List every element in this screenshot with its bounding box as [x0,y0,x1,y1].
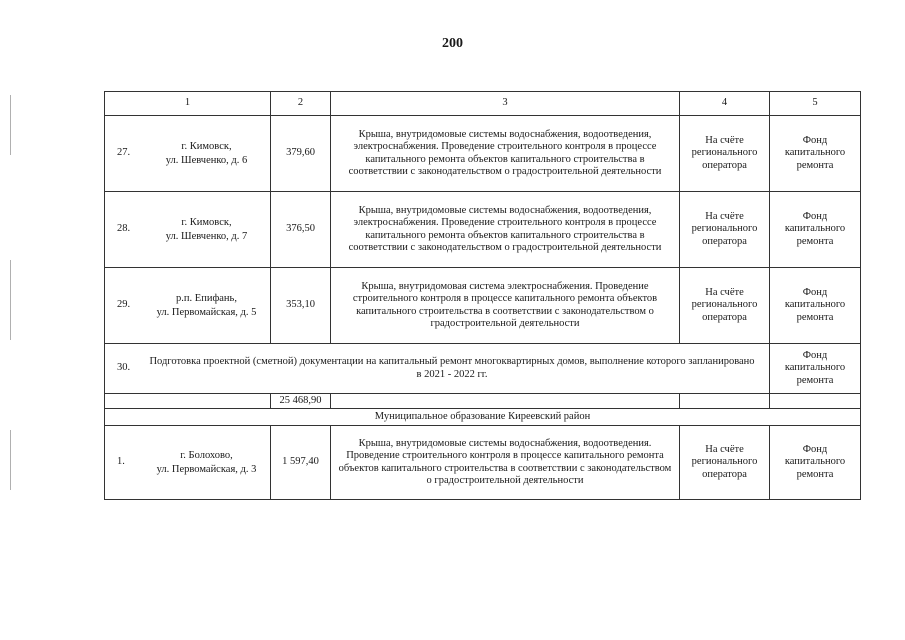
account-cell: На счёте регионального оператора [680,268,770,344]
header-cell: 2 [271,92,331,116]
source-cell: Фонд капитального ремонта [770,344,861,394]
repair-plan-table [104,91,861,500]
page-number: 200 [442,36,463,51]
row-number: 28. [117,223,131,235]
amount-cell: 1 597,40 [271,426,331,500]
address-cell [105,192,271,268]
design-docs-text: Подготовка проектной (сметной) документации на капитальный ремонт многоквартирных домов, выполнение которого запланировано в 2021 - 2022 гг. [149,356,755,380]
work-description-cell: Крыша, внутридомовая система электроснабжения. Проведение строительного контроля в процессе капитального ремонта объектов капитального строительства в соответствии с законодательством о градостроительной деятельности [331,268,680,344]
address-cell [105,426,271,500]
address-line: г. Кимовск, [181,216,232,228]
empty-cell [105,394,271,409]
account-cell: На счёте регионального оператора [680,192,770,268]
row-number: 1. [117,456,125,468]
amount-cell: 376,50 [271,192,331,268]
table-row [105,426,861,500]
account-cell: На счёте регионального оператора [680,116,770,192]
margin-mark [10,430,11,490]
work-description-cell: Крыша, внутридомовые системы водоснабжения, водоотведения. Проведение строительного контроля в процессе капитального ремонта объектов капитального строительства в соответствии с законодательством о градостроительной деятельности [331,426,680,500]
table-row [105,192,861,268]
account-cell: На счёте регионального оператора [680,426,770,500]
amount-cell: 353,10 [271,268,331,344]
table-header-row [105,92,861,116]
header-cell: 5 [770,92,861,116]
row-number: 29. [117,299,131,311]
design-docs-cell [105,344,770,394]
amount-cell: 379,60 [271,116,331,192]
header-cell: 4 [680,92,770,116]
empty-cell [680,394,770,409]
work-description-cell: Крыша, внутридомовые системы водоснабжения, водоотведения, электроснабжения. Проведение строительного контроля в процессе капитального ремонта объектов капитального строительства в соответствии с законодательством о градостроительной деятельности [331,192,680,268]
row-number: 30. [117,362,131,374]
header-cell: 1 [105,92,271,116]
source-cell: Фонд капитального ремонта [770,426,861,500]
address-line: ул. Шевченко, д. 7 [165,230,248,242]
empty-cell [770,394,861,409]
address-line: ул. Первомайская, д. 5 [156,306,257,318]
table-row [105,268,861,344]
header-cell: 3 [331,92,680,116]
address-cell [105,268,271,344]
margin-mark [10,95,11,155]
source-cell: Фонд капитального ремонта [770,116,861,192]
work-description-cell: Крыша, внутридомовые системы водоснабжения, водоотведения, электроснабжения. Проведение строительного контроля в процессе капитального ремонта объектов капитального строительства в соответствии с законодательством о градостроительной деятельности [331,116,680,192]
address-line: ул. Первомайская, д. 3 [156,463,257,475]
address-line: р.п. Епифань, [176,292,237,304]
municipality-title: Муниципальное образование Киреевский район [105,409,861,426]
total-row [105,394,861,409]
address-line: ул. Шевченко, д. 6 [165,154,248,166]
empty-cell [331,394,680,409]
row-number: 27. [117,147,131,159]
source-cell: Фонд капитального ремонта [770,268,861,344]
address-cell [105,116,271,192]
table-row [105,344,861,394]
table-row [105,116,861,192]
address-line: г. Кимовск, [181,140,232,152]
municipality-row [105,409,861,426]
margin-mark [10,260,11,340]
source-cell: Фонд капитального ремонта [770,192,861,268]
total-amount: 25 468,90 [271,394,331,409]
address-line: г. Болохово, [180,449,233,461]
